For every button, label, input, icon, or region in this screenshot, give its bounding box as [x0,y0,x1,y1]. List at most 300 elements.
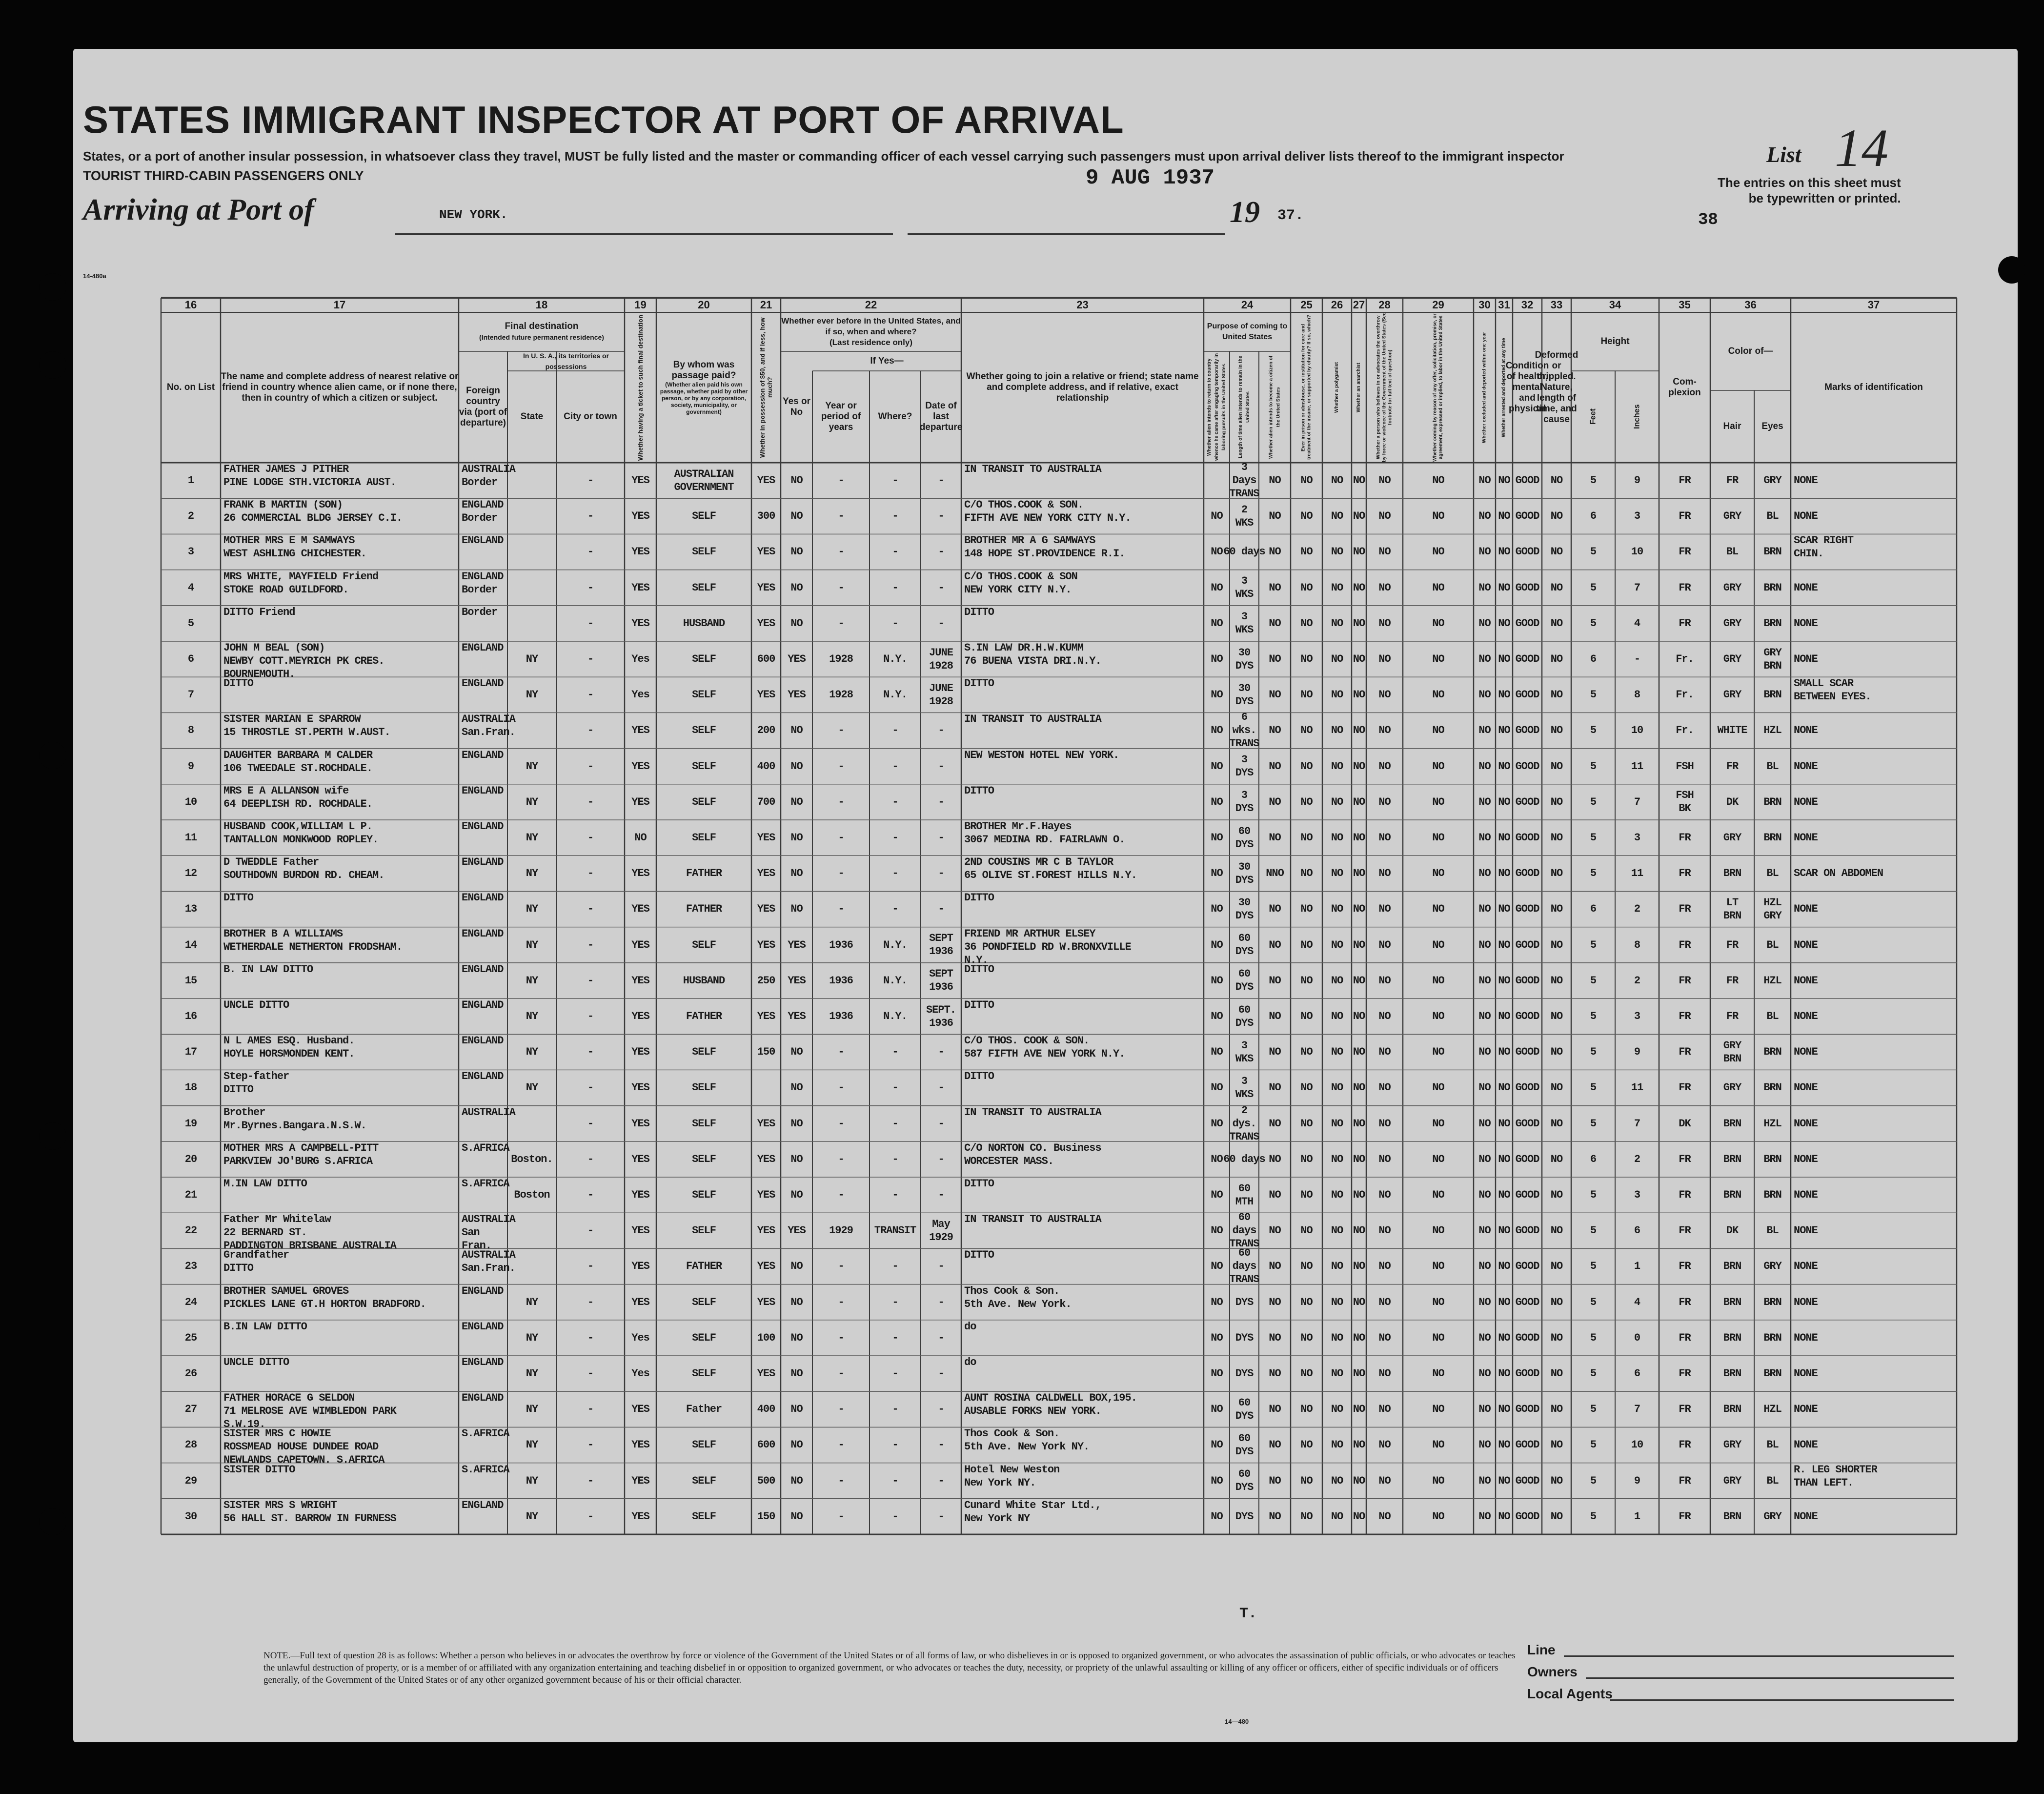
health-condition: GOOD [1515,938,1539,951]
last-departure: - [938,1153,944,1165]
prior-where: - [892,867,898,880]
height-feet: 5 [1590,974,1597,987]
question-c27: NO [1353,760,1365,773]
question-c27: NO [1353,1189,1365,1202]
hair-color: BL [1726,546,1739,558]
height-inches: 9 [1634,1474,1640,1487]
passage-paid-by: SELF [692,546,716,558]
complexion: FR [1679,474,1691,487]
question-c30: NO [1478,974,1491,987]
row-number: 25 [184,1331,197,1344]
prior-year: - [838,581,844,594]
destination-city: - [587,1153,594,1165]
ticket-status: YES [631,1439,649,1451]
destination-state [507,570,556,606]
joining-contact: DITTO [964,999,994,1011]
height-feet: 5 [1590,832,1597,844]
question-c29: NO [1432,474,1444,487]
purpose-citizen: NO [1269,617,1281,630]
ticket-status: YES [631,1117,649,1130]
health-condition: GOOD [1515,903,1539,916]
last-departure: JUNE 1928 [929,682,953,708]
last-departure: - [938,1189,944,1202]
money-possessed: YES [757,546,775,558]
question-c30: NO [1478,938,1491,951]
foreign-country: S.AFRICA [462,1463,509,1476]
question-c28: NO [1378,1046,1391,1059]
destination-city: - [587,760,594,773]
health-condition: GOOD [1515,653,1539,666]
question-c25: NO [1300,1403,1313,1416]
eye-color: BRN [1763,1189,1781,1202]
question-c27: NO [1353,1153,1365,1165]
question-c30: NO [1478,510,1491,523]
ticket-status: YES [631,1474,649,1487]
column-number: 20 [698,299,710,311]
destination-city: - [587,1046,594,1059]
question-c31: NO [1498,1403,1510,1416]
column-number: 24 [1241,299,1254,311]
question-c30: NO [1478,617,1491,630]
header-joining: Whether going to join a relative or friend; state name and complete address, and if relative, exact relationship [966,371,1199,403]
question-c29: NO [1432,867,1444,880]
relative-abroad: Grandfather DITTO [223,1249,289,1275]
purpose-return: NO [1211,1439,1223,1451]
height-inches: 11 [1631,1081,1643,1094]
row-number: 26 [184,1367,197,1380]
question-c31: NO [1498,1010,1510,1023]
row-number: 3 [187,546,194,558]
complexion: Fr. [1676,724,1694,737]
prior-where: - [892,510,898,523]
joining-contact: do [964,1320,976,1333]
passage-paid-by: HUSBAND [683,617,725,630]
ticket-status: YES [631,1403,649,1416]
money-possessed: 400 [757,1403,775,1416]
question-c29: NO [1432,903,1444,916]
height-feet: 5 [1590,1010,1597,1023]
purpose-citizen: NO [1269,1403,1281,1416]
health-condition: GOOD [1515,1010,1539,1023]
joining-contact: C/O NORTON CO. Business WORCESTER MASS. [964,1142,1101,1167]
eye-color: BL [1766,1224,1779,1237]
question-c28: NO [1378,974,1391,987]
money-possessed: YES [757,1153,775,1165]
height-inches: 4 [1634,1296,1640,1308]
relative-abroad: JOHN M BEAL (SON) NEWBY COTT.MEYRICH PK CRES. BOURNEMOUTH. [223,642,385,680]
complexion: FR [1679,1081,1691,1094]
purpose-citizen: NO [1269,795,1281,808]
question-c31: NO [1498,938,1510,951]
last-departure: - [938,1081,944,1094]
header-feet: Feet [1589,408,1598,425]
question-c31: NO [1498,474,1510,487]
foreign-country: AUSTRALIA San.Fran. [462,713,515,739]
destination-state: NY [526,1046,538,1059]
destination-state: NY [526,689,538,701]
identification-marks: NONE [1794,1367,1818,1380]
question-c29: NO [1432,1260,1444,1273]
question-c31: NO [1498,760,1510,773]
question-c27: NO [1353,1117,1365,1130]
question-c30: NO [1478,474,1491,487]
question-c28: NO [1378,903,1391,916]
foreign-country: ENGLAND [462,1392,504,1405]
prior-where: - [892,903,898,916]
height-inches: 3 [1634,832,1640,844]
prior-year: - [838,760,844,773]
question-c30: NO [1478,1117,1491,1130]
identification-marks: NONE [1794,938,1818,951]
last-departure: - [938,724,944,737]
question-c25: NO [1300,1367,1313,1380]
question-c31: NO [1498,689,1510,701]
ticket-status: Yes [631,689,649,701]
purpose-length: 60 days [1223,1153,1265,1165]
question-c29: NO [1432,546,1444,558]
money-possessed: 700 [757,795,775,808]
passage-paid-by: FATHER [686,1260,722,1273]
purpose-length: DYS [1235,1296,1254,1308]
column-number: 35 [1679,299,1691,311]
joining-contact: DITTO [964,677,994,690]
relative-abroad: DAUGHTER BARBARA M CALDER 106 TWEEDALE ST.ROCHDALE. [223,749,373,775]
health-condition: GOOD [1515,1367,1539,1380]
question-c27: NO [1353,903,1365,916]
prior-year: - [838,1474,844,1487]
passage-paid-by: SELF [692,1117,716,1130]
purpose-length: 3 WKS [1235,1039,1254,1065]
row-number: 4 [187,581,194,594]
eye-color: HZL [1763,974,1781,987]
prior-year: - [838,1331,844,1344]
column-number: 33 [1550,299,1563,311]
purpose-return: NO [1211,546,1223,558]
prior-where: - [892,1081,898,1094]
identification-marks: NONE [1794,1403,1818,1416]
ticket-status: YES [631,1081,649,1094]
purpose-citizen: NO [1269,1010,1281,1023]
purpose-return: NO [1211,1403,1223,1416]
purpose-citizen: NO [1269,1296,1281,1308]
list-number: 14 [1835,118,1888,178]
prior-where: - [892,1296,898,1308]
question-c31: NO [1498,581,1510,594]
money-possessed: YES [757,1296,775,1308]
complexion: FR [1679,1474,1691,1487]
complexion: FSH BK [1676,789,1694,815]
destination-state [507,1213,556,1248]
relative-abroad: B.IN LAW DITTO [223,1320,307,1333]
header-purpose: Purpose of coming to United States [1207,322,1288,341]
last-departure: - [938,1260,944,1273]
deformed: NO [1550,1081,1563,1094]
last-departure: - [938,1510,944,1523]
question-c25: NO [1300,1117,1313,1130]
local-agents-label: Local Agents [1527,1686,1613,1701]
height-feet: 5 [1590,795,1597,808]
purpose-citizen: NO [1269,546,1281,558]
question-c28: NO [1378,1331,1391,1344]
money-possessed: YES [757,1224,775,1237]
money-possessed: 400 [757,760,775,773]
sheet-number: 38 [1698,211,1718,229]
purpose-citizen: NO [1269,1189,1281,1202]
question-c26: NO [1331,546,1343,558]
hair-color: BRN [1723,1331,1741,1344]
relative-abroad: SISTER MRS S WRIGHT 56 HALL ST. BARROW IN FURNESS [223,1499,396,1525]
complexion: FR [1679,546,1691,558]
eye-color: BRN [1763,1331,1781,1344]
purpose-length: 3 DYS [1235,789,1254,815]
purpose-return: NO [1211,653,1223,666]
question-c31: NO [1498,653,1510,666]
destination-state: Boston [514,1189,550,1202]
purpose-return: NO [1211,903,1223,916]
question-c29: NO [1432,1367,1444,1380]
ticket-status: YES [631,474,649,487]
money-possessed: 100 [757,1331,775,1344]
complexion: FR [1679,1189,1691,1202]
last-departure: SEPT 1936 [929,932,953,958]
header-relative-abroad: The name and complete address of nearest relative or friend in country whence alien came, or if none there, then in country of which a citizen or subject. [221,371,459,403]
question-c25: NO [1300,867,1313,880]
money-possessed: YES [757,903,775,916]
deformed: NO [1550,1474,1563,1487]
destination-city: - [587,1296,594,1308]
eye-color: HZL [1763,1403,1781,1416]
destination-city: - [587,1189,594,1202]
complexion: FR [1679,867,1691,880]
purpose-citizen: NO [1269,938,1281,951]
purpose-length: 3 WKS [1235,575,1254,601]
destination-state [507,713,556,748]
question-c25: NO [1300,1474,1313,1487]
question-c30: NO [1478,1403,1491,1416]
prior-year: - [838,1510,844,1523]
purpose-return: NO [1211,760,1223,773]
question-c30: NO [1478,1224,1491,1237]
destination-city: - [587,1510,594,1523]
hair-color: GRY [1723,689,1741,701]
money-possessed: YES [757,1010,775,1023]
complexion: FR [1679,903,1691,916]
question-c26: NO [1331,510,1343,523]
prior-year: - [838,1189,844,1202]
health-condition: GOOD [1515,1474,1539,1487]
destination-city: - [587,617,594,630]
complexion: FR [1679,1331,1691,1344]
complexion: FR [1679,1439,1691,1451]
identification-marks: NONE [1794,903,1818,916]
passage-paid-by: AUSTRALIAN GOVERNMENT [674,468,734,493]
ticket-status: YES [631,1010,649,1023]
row-number: 9 [187,760,194,773]
question-c29: NO [1432,795,1444,808]
question-c28: NO [1378,1296,1391,1308]
question-c26: NO [1331,938,1343,951]
destination-city: - [587,903,594,916]
height-inches: 3 [1634,510,1640,523]
row-number: 24 [184,1296,197,1308]
purpose-length: 6 wks. TRANS [1229,711,1259,750]
destination-state: NY [526,1081,538,1094]
question-c27: NO [1353,1331,1365,1344]
hair-color: GRY [1723,1439,1741,1451]
header-year: Year or period of years [821,401,861,432]
prior-year: - [838,1439,844,1451]
destination-state [507,1248,556,1284]
prior-where: - [892,581,898,594]
column-number: 28 [1378,299,1391,311]
row-number: 23 [184,1260,197,1273]
question-c27: NO [1353,867,1365,880]
question-c26: NO [1331,760,1343,773]
question-c26: NO [1331,1010,1343,1023]
foreign-country: ENGLAND [462,1070,504,1083]
purpose-citizen: NO [1269,1510,1281,1523]
hair-color: BRN [1723,1367,1741,1380]
header-excluded: Whether excluded and deported within one year [1481,332,1487,443]
joining-contact: DITTO [964,1249,994,1262]
question-c28: NO [1378,510,1391,523]
question-c27: NO [1353,1510,1365,1523]
purpose-citizen: NO [1269,1439,1281,1451]
question-c31: NO [1498,1117,1510,1130]
identification-marks: NONE [1794,1296,1818,1308]
passage-paid-by: SELF [692,724,716,737]
deformed: NO [1550,1189,1563,1202]
header-yes-no: Yes or No [782,396,811,417]
ever-before: NO [790,1331,803,1344]
eye-color: BRN [1763,689,1781,701]
hair-color: BRN [1723,1117,1741,1130]
question-c27: NO [1353,1010,1365,1023]
hair-color: BRN [1723,1296,1741,1308]
question-c26: NO [1331,689,1343,701]
eye-color: BL [1766,1010,1779,1023]
eye-color: BRN [1763,1367,1781,1380]
question-c26: NO [1331,1439,1343,1451]
line-label: Line [1527,1642,1556,1657]
question-c31: NO [1498,510,1510,523]
question-c25: NO [1300,1260,1313,1273]
purpose-length: 30 DYS [1235,860,1254,886]
eye-color: BL [1766,1474,1779,1487]
destination-city: - [587,1117,594,1130]
passage-paid-by: SELF [692,832,716,844]
joining-contact: IN TRANSIT TO AUSTRALIA [964,1213,1101,1226]
last-departure: - [938,867,944,880]
passage-paid-by: SELF [692,1224,716,1237]
purpose-citizen: NO [1269,1474,1281,1487]
deformed: NO [1550,653,1563,666]
eye-color: BL [1766,760,1779,773]
purpose-length: 60 days [1223,546,1265,558]
question-c25: NO [1300,1046,1313,1059]
eye-color: HZL [1763,1117,1781,1130]
question-c26: NO [1331,1296,1343,1308]
passage-paid-by: SELF [692,760,716,773]
column-number: 26 [1331,299,1343,311]
destination-state: NY [526,760,538,773]
prior-year: - [838,867,844,880]
height-feet: 6 [1590,510,1597,523]
height-feet: 5 [1590,1439,1597,1451]
question-c26: NO [1331,1331,1343,1344]
hair-color: FR [1726,760,1739,773]
prior-where: - [892,1153,898,1165]
passage-paid-by: SELF [692,1153,716,1165]
deformed: NO [1550,1046,1563,1059]
eye-color: GRY BRN [1763,646,1781,672]
question-c29: NO [1432,1510,1444,1523]
height-inches: 10 [1631,1439,1643,1451]
relative-abroad: UNCLE DITTO [223,1356,289,1368]
destination-city: - [587,832,594,844]
deformed: NO [1550,795,1563,808]
hair-color: DK [1726,795,1739,808]
relative-abroad: UNCLE DITTO [223,999,289,1011]
joining-contact: do [964,1356,976,1368]
question-c25: NO [1300,581,1313,594]
complexion: FR [1679,1153,1691,1165]
owners-label: Owners [1527,1664,1578,1679]
foreign-country: ENGLAND [462,677,504,690]
purpose-return: NO [1211,795,1223,808]
foreign-country: AUSTRALIA [462,1106,515,1119]
question-c29: NO [1432,1439,1444,1451]
deformed: NO [1550,1367,1563,1380]
question-c28: NO [1378,938,1391,951]
relative-abroad: D TWEDDLE Father SOUTHDOWN BURDON RD. CHEAM. [223,856,385,882]
prior-where: N.Y. [883,938,907,951]
height-inches: 9 [1634,474,1640,487]
height-feet: 5 [1590,724,1597,737]
question-c25: NO [1300,1296,1313,1308]
hair-color: GRY [1723,617,1741,630]
joining-contact: IN TRANSIT TO AUSTRALIA [964,463,1101,475]
height-inches: 4 [1634,617,1640,630]
money-possessed: YES [757,938,775,951]
question-c27: NO [1353,724,1365,737]
header-ever-before: Whether ever before in the United States, and if so, when and where? (Last residence only) [781,316,961,347]
question-c27: NO [1353,510,1365,523]
purpose-return: NO [1211,867,1223,880]
question-c29: NO [1432,1296,1444,1308]
last-departure: - [938,510,944,523]
destination-state: Boston. [511,1153,553,1165]
complexion: FR [1679,938,1691,951]
ticket-status: YES [631,1510,649,1523]
purpose-return: NO [1211,1296,1223,1308]
ever-before: NO [790,581,803,594]
identification-marks: NONE [1794,724,1818,737]
money-possessed [751,1070,781,1105]
destination-state [507,534,556,570]
relative-abroad: Brother Mr.Byrnes.Bangara.N.S.W. [223,1106,366,1132]
purpose-citizen: NO [1269,1046,1281,1059]
height-feet: 5 [1590,546,1597,558]
health-condition: GOOD [1515,546,1539,558]
question-c29: NO [1432,689,1444,701]
deformed: NO [1550,689,1563,701]
height-feet: 5 [1590,617,1597,630]
purpose-citizen: NO [1269,581,1281,594]
height-feet: 5 [1590,1367,1597,1380]
health-condition: GOOD [1515,1117,1539,1130]
joining-contact: FRIEND MR ARTHUR ELSEY 36 PONDFIELD RD W.BRONXVILLE N.Y. [964,927,1131,966]
